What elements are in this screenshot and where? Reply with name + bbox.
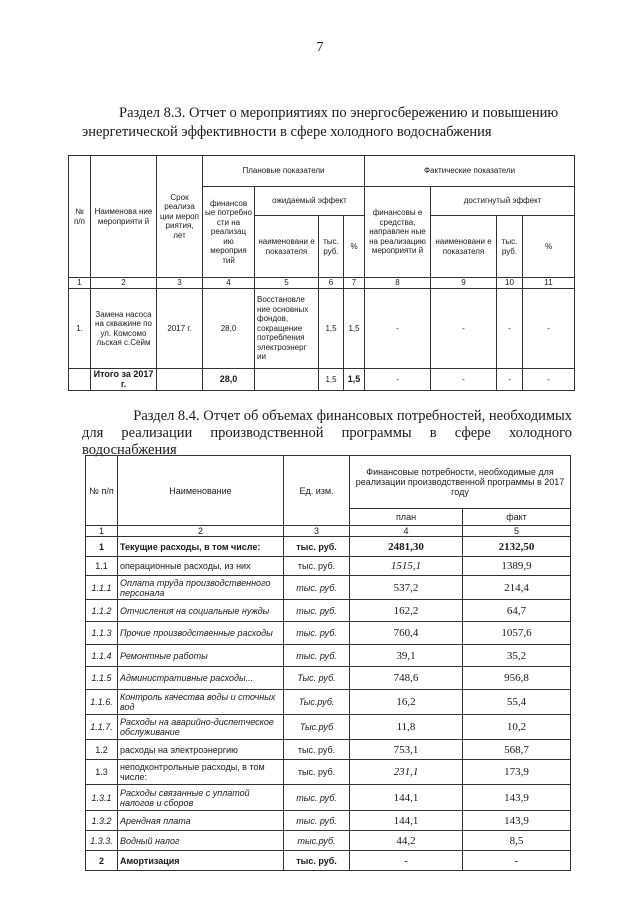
header-plan-eff-rub: тыс. руб. [319,216,344,278]
row-fact: 143,9 [463,811,571,831]
row-num: 1.1.1 [86,576,118,600]
row-fact-fin: - [365,289,431,369]
header-name: Наименование [118,456,284,526]
row-unit: тыс. руб. [284,760,350,785]
table-row [86,622,571,645]
row-name: Отчисления на социальные нужды [118,600,284,622]
row-plan: - [350,851,463,871]
row-name: Амортизация [118,851,284,871]
col-number: 3 [157,278,203,289]
row-unit: тыс. руб. [284,537,350,557]
header-fact-eff-pct: % [523,216,575,278]
row-unit: Тыс.руб. [284,690,350,715]
header-num: № п/п [69,156,91,278]
row-fact-rub: - [497,289,523,369]
total-fact-pct: - [523,369,575,391]
table-row [86,690,571,715]
table-row [86,831,571,851]
row-num: 1.1.5 [86,667,118,690]
row-plan: 748,6 [350,667,463,690]
table-row [86,811,571,831]
row-plan: 753,1 [350,740,463,760]
table-row [69,289,575,369]
section-8-4-title [82,408,572,459]
header-planned: Плановые показатели [203,156,365,187]
row-num: 1 [86,537,118,557]
header-plan-eff-pct: % [344,216,365,278]
row-num: 1.3 [86,760,118,785]
total-label: Итого за 2017 г. [91,369,157,391]
table-row [86,715,571,740]
row-num: 1.1.2 [86,600,118,622]
row-name: Замена насоса на скважине по ул. Комсомо льская с.Сейм [91,289,157,369]
table-row [86,557,571,576]
header-plan-effect: ожидаемый эффект [255,187,365,216]
row-num: 1.2 [86,740,118,760]
row-fin: 28,0 [203,289,255,369]
financial-needs-table [85,455,571,871]
col-number: 3 [284,526,350,537]
total-fact-fin: - [365,369,431,391]
row-name: Расходы на аварийно-диспетческое обслуживание [118,715,284,740]
row-plan: 144,1 [350,785,463,811]
section-8-3-title-line2: энергетической эффективности в сфере холодного водоснабжения [82,124,492,140]
section-8-3-title-line1: Раздел 8.3. Отчет о мероприятиях по энергосбережению и повышению [119,105,559,121]
col-number: 10 [497,278,523,289]
col-number: 1 [69,278,91,289]
section-8-4-title-line2: для реализации производственной программы в сфере холодного [82,425,572,441]
col-number: 2 [118,526,284,537]
row-plan: 144,1 [350,811,463,831]
row-fact: 2132,50 [463,537,571,557]
row-num: 1.1.6. [86,690,118,715]
row-num: 1.1.4 [86,645,118,667]
row-plan: 39,1 [350,645,463,667]
table-row [86,740,571,760]
row-unit: тыс. руб. [284,645,350,667]
energy-measures-table [68,155,575,391]
row-num: 1. [69,289,91,369]
row-plan: 16,2 [350,690,463,715]
col-number: 5 [255,278,319,289]
row-eff-name: Восстановле ние основных фондов, сокращение потребления электроэнерг ии [255,289,319,369]
row-term: 2017 г. [157,289,203,369]
column-number-row [86,526,571,537]
row-num: 1.1.7. [86,715,118,740]
row-name: Текущие расходы, в том числе: [118,537,284,557]
table-row [86,760,571,785]
row-fact: 568,7 [463,740,571,760]
row-num: 1.3.2 [86,811,118,831]
row-fact: 1389,9 [463,557,571,576]
header-num: № п/п [86,456,118,526]
row-plan: 1515,1 [350,557,463,576]
row-fact: 956,8 [463,667,571,690]
col-number: 8 [365,278,431,289]
row-unit: тыс. руб. [284,851,350,871]
row-unit: тыс. руб. [284,811,350,831]
section-8-3-title [82,104,562,142]
table-row [86,576,571,600]
table-row [86,667,571,690]
row-num: 1.1.3 [86,622,118,645]
row-num: 1.3.3. [86,831,118,851]
col-number: 2 [91,278,157,289]
row-fact: - [463,851,571,871]
row-fact: 1057,6 [463,622,571,645]
row-fact: 55,4 [463,690,571,715]
row-fact: 10,2 [463,715,571,740]
row-unit: Тыс.руб [284,715,350,740]
row-fact-name: - [431,289,497,369]
row-plan: 537,2 [350,576,463,600]
row-name: Прочие производственные расходы [118,622,284,645]
row-eff-pct: 1,5 [344,289,365,369]
row-unit: тыс. руб. [284,576,350,600]
total-fin: 28,0 [203,369,255,391]
col-number: 4 [203,278,255,289]
row-num: 2 [86,851,118,871]
header-actual: Фактические показатели [365,156,575,187]
row-fact: 8,5 [463,831,571,851]
row-name: Ремонтные работы [118,645,284,667]
row-plan: 2481,30 [350,537,463,557]
row-plan: 11,8 [350,715,463,740]
row-unit: тыс. руб. [284,600,350,622]
row-name: Арендная плата [118,811,284,831]
table-row [86,785,571,811]
col-number: 9 [431,278,497,289]
row-name: неподконтрольные расходы, в том числе: [118,760,284,785]
table-row [86,600,571,622]
total-row [69,369,575,391]
row-plan: 231,1 [350,760,463,785]
total-eff-rub: 1,5 [319,369,344,391]
header-fact-eff-name: наименовани е показателя [431,216,497,278]
row-plan: 162,2 [350,600,463,622]
row-fact: 64,7 [463,600,571,622]
row-unit: Тыс. руб. [284,667,350,690]
header-plan: план [350,509,463,526]
header-fin: Финансовые потребности, необходимые для реализации производственной программы в 2017 году [350,456,571,509]
header-fact-eff-rub: тыс. руб. [497,216,523,278]
header-fact: факт [463,509,571,526]
table-row [86,851,571,871]
col-number: 11 [523,278,575,289]
total-fact-rub: - [497,369,523,391]
header-name: Наименова ние мероприяти й [91,156,157,278]
header-unit: Ед. изм. [284,456,350,526]
row-num: 1.1 [86,557,118,576]
col-number: 6 [319,278,344,289]
page-number: 7 [316,40,324,55]
total-eff-pct: 1,5 [344,369,365,391]
row-name: операционные расходы, из них [118,557,284,576]
row-name: Административные расходы... [118,667,284,690]
row-unit: тыс. руб. [284,785,350,811]
row-unit: тыс. руб. [284,622,350,645]
table-row [86,645,571,667]
col-number: 4 [350,526,463,537]
row-name: Водный налог [118,831,284,851]
row-name: Контроль качества воды и сточных вод [118,690,284,715]
row-unit: тыс. руб. [284,557,350,576]
total-fact-name: - [431,369,497,391]
header-plan-eff-name: наименовани е показателя [255,216,319,278]
row-name: расходы на электроэнергию [118,740,284,760]
header-plan-fin: финансов ые потребно сти на реализац ию мероприя тий [203,187,255,278]
row-fact: 173,9 [463,760,571,785]
row-unit: тыс. руб. [284,740,350,760]
header-term: Срок реализа ции мероп риятия, лет [157,156,203,278]
section-8-4-title-line1: Раздел 8.4. Отчет об объемах финансовых потребностей, необходимых [133,408,572,424]
col-number: 1 [86,526,118,537]
header-fact-effect: достигнутый эффект [431,187,575,216]
col-number: 7 [344,278,365,289]
row-plan: 760,4 [350,622,463,645]
row-num: 1.3.1 [86,785,118,811]
section-8-4-title-line3: водоснабжения [82,442,177,458]
col-number: 5 [463,526,571,537]
row-name: Расходы связанные с уплатой налогов и сборов [118,785,284,811]
row-fact: 214,4 [463,576,571,600]
row-eff-rub: 1,5 [319,289,344,369]
row-unit: тыс.руб. [284,831,350,851]
column-number-row [69,278,575,289]
row-fact: 35,2 [463,645,571,667]
row-fact: 143,9 [463,785,571,811]
row-fact-pct: - [523,289,575,369]
table-row [86,537,571,557]
row-name: Оплата труда производственного персонала [118,576,284,600]
header-fact-fin: финансовы е средства, направлен ные на реализацию мероприяти й [365,187,431,278]
row-plan: 44,2 [350,831,463,851]
